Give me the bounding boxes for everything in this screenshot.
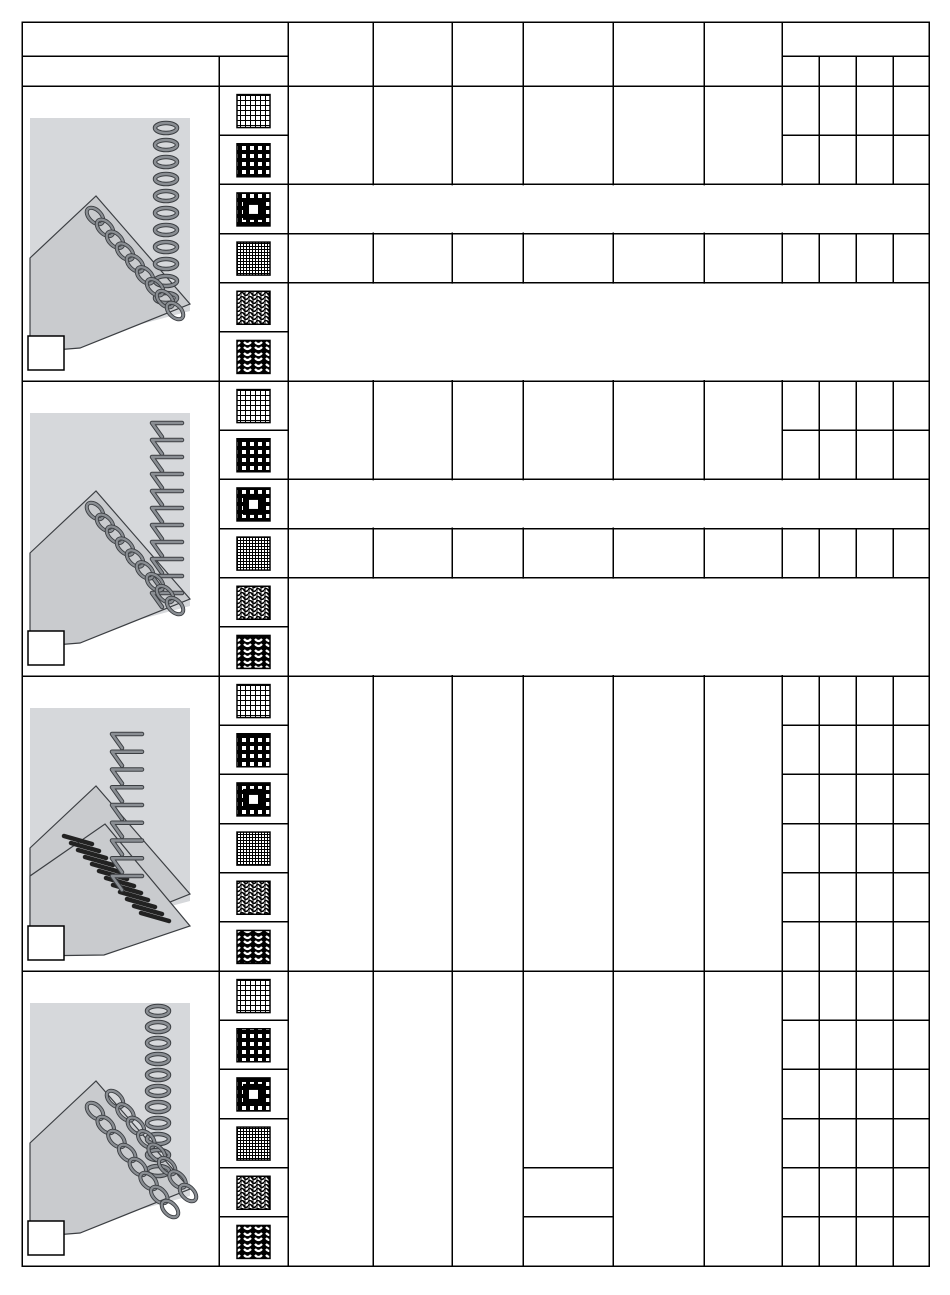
fine-knit-fabric-icon bbox=[237, 242, 270, 275]
overlock-3-thread-wide-illustration bbox=[28, 118, 190, 370]
medium-woven-fabric-icon bbox=[237, 439, 270, 472]
heavy-knit-fabric-icon bbox=[237, 340, 270, 373]
heavy-woven-fabric-icon bbox=[237, 488, 270, 521]
note-row bbox=[289, 185, 928, 232]
flatlock-2-thread-illustration bbox=[28, 708, 190, 960]
medium-knit-fabric-icon bbox=[237, 881, 270, 914]
heavy-knit-fabric-icon bbox=[237, 1225, 270, 1258]
heavy-knit-fabric-icon bbox=[237, 930, 270, 963]
fine-woven-fabric-icon bbox=[237, 980, 270, 1013]
heavy-woven-fabric-icon bbox=[237, 193, 270, 226]
section-label-box bbox=[28, 336, 64, 370]
medium-knit-fabric-icon bbox=[237, 586, 270, 619]
section-label-box bbox=[28, 631, 64, 665]
medium-woven-fabric-icon bbox=[237, 1029, 270, 1062]
note-row bbox=[289, 579, 928, 675]
heavy-woven-fabric-icon bbox=[237, 1078, 270, 1111]
medium-woven-fabric-icon bbox=[237, 144, 270, 177]
medium-knit-fabric-icon bbox=[237, 1176, 270, 1209]
fine-woven-fabric-icon bbox=[237, 685, 270, 718]
note-row bbox=[289, 284, 928, 380]
section-label-box bbox=[28, 926, 64, 960]
heavy-woven-fabric-icon bbox=[237, 783, 270, 816]
overlock-4-thread-illustration bbox=[28, 1003, 199, 1255]
fine-knit-fabric-icon bbox=[237, 1127, 270, 1160]
medium-knit-fabric-icon bbox=[237, 291, 270, 324]
fine-knit-fabric-icon bbox=[237, 832, 270, 865]
section-label-box bbox=[28, 1221, 64, 1255]
heavy-knit-fabric-icon bbox=[237, 635, 270, 668]
medium-woven-fabric-icon bbox=[237, 734, 270, 767]
note-row bbox=[289, 480, 928, 527]
fine-woven-fabric-icon bbox=[237, 390, 270, 423]
overlock-3-thread-narrow-illustration bbox=[28, 413, 190, 665]
fine-knit-fabric-icon bbox=[237, 537, 270, 570]
fine-woven-fabric-icon bbox=[237, 95, 270, 128]
